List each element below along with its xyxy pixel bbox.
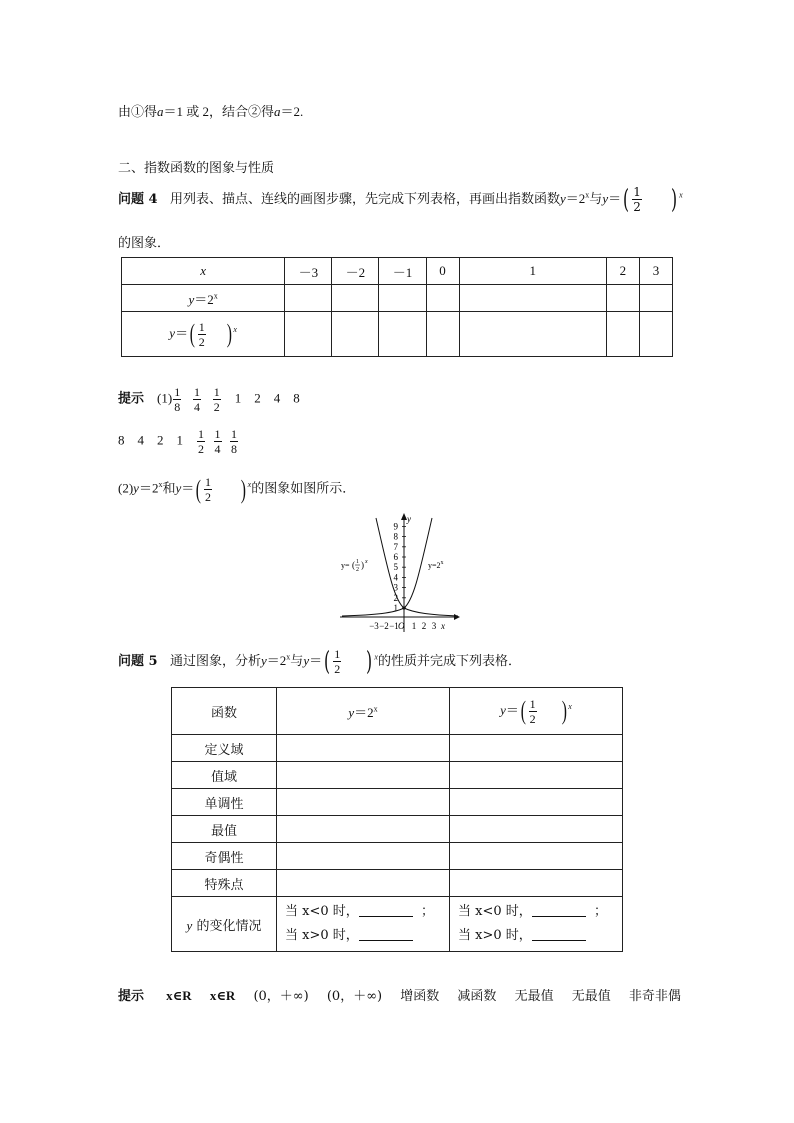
paren-left: (: [623, 184, 630, 215]
table-cell: [606, 285, 639, 312]
row-label-half-x: y＝( $\frac{1}{2}$ ) $^x$: [122, 312, 285, 357]
y-tick-label: 9: [393, 521, 398, 532]
table-cell: [459, 312, 606, 357]
table-cell: [332, 312, 379, 357]
properties-table: [171, 687, 623, 952]
table-cell: [277, 843, 450, 870]
table-row: [172, 789, 623, 816]
hint-label: 提示: [118, 989, 145, 1004]
table-cell: [450, 789, 623, 816]
table-cell: [285, 285, 332, 312]
table-cell: [450, 843, 623, 870]
x-value: －1: [379, 258, 426, 285]
table-row: [172, 897, 623, 952]
sup-x: x: [679, 190, 683, 200]
row-label: 单调性: [172, 789, 277, 816]
table-cell: [450, 735, 623, 762]
table-cell: [277, 816, 450, 843]
x-value: －2: [332, 258, 379, 285]
table-cell: [459, 285, 606, 312]
var-y: y: [602, 191, 609, 206]
table-cell: [450, 870, 623, 897]
x-tick-label: −1: [389, 621, 399, 631]
row-label-2x: $y=2^x$: [122, 285, 285, 312]
eq: ＝: [608, 191, 622, 206]
values-table: [121, 257, 673, 357]
x-tick-label: 2: [421, 621, 427, 631]
table-cell: [450, 816, 623, 843]
table-cell: [285, 312, 332, 357]
part-prefix: (1): [157, 390, 173, 406]
x-tick-label: 3: [431, 621, 437, 631]
change-cell-2x: 当 x<0 时， ； 当 x>0 时，: [277, 897, 450, 952]
text-pre: 由①得: [118, 105, 158, 120]
label-left-frac-d: 2: [356, 567, 359, 573]
hint-item: 无最值: [571, 989, 611, 1004]
hint-item: (0，＋∞): [326, 989, 383, 1004]
exponential-graph: [336, 510, 466, 635]
hint-item: 减函数: [457, 989, 497, 1004]
question-5: 问题 5 通过图象，分析$y=2^x$与y＝( $\frac{1}{2}$ ) $^x$的性质并完成下列表格．: [118, 646, 521, 677]
y-tick-label: 7: [393, 541, 398, 552]
y-tick-label: 6: [393, 552, 398, 562]
table-cell: [606, 312, 639, 357]
table-row: [172, 735, 623, 762]
svg-text:): ): [361, 560, 364, 570]
question-text: 通过图象，分析: [169, 654, 261, 669]
x-value: 3: [639, 258, 672, 285]
text-post: ＝2.: [280, 104, 304, 119]
origin-label: O: [398, 621, 405, 631]
var-a: a: [157, 104, 164, 119]
y-tick-label: 5: [393, 562, 398, 573]
table-cell: [277, 762, 450, 789]
label-left-sup: x: [365, 559, 368, 565]
header-func: 函数: [172, 688, 277, 735]
y-tick-label: 3: [393, 582, 398, 593]
table-row: [172, 688, 623, 735]
x-tick-label: −3: [369, 621, 379, 631]
y-axis-label: y: [407, 514, 411, 524]
answer-blank: [359, 928, 413, 941]
section-title: 二、指数函数的图象与性质: [118, 161, 275, 176]
row-label: 最值: [172, 816, 277, 843]
table-row: [122, 312, 673, 357]
hint-item: x∈R: [209, 988, 236, 1003]
x-value: 1: [459, 258, 606, 285]
question-4-cont: 的图象．: [118, 236, 171, 251]
table-row: [122, 285, 673, 312]
table-row: [172, 870, 623, 897]
row-label: 特殊点: [172, 870, 277, 897]
label-left-frac-n: 1: [356, 559, 359, 565]
label-left-curve: y=: [341, 561, 350, 570]
table-cell: [332, 285, 379, 312]
table-cell: [379, 312, 426, 357]
x-value: 0: [426, 258, 459, 285]
var-y: y: [560, 191, 566, 206]
y-tick-label: 4: [393, 572, 398, 583]
answer-blank: [532, 904, 586, 917]
x-axis-label: x: [441, 621, 445, 631]
label-right-curve: $y=2^x$: [428, 560, 444, 570]
question-text: 用列表、描点、连线的画图步骤，先完成下列表格，再画出指数函数: [169, 192, 560, 207]
hint-4-line1: 提示 (1) $\frac{1}{8}$ $\frac{1}{4}$ $\frac{1}{2}$ 1 2 4 8: [118, 385, 300, 414]
hint-item: (0，＋∞): [253, 989, 309, 1004]
var-a: a: [274, 104, 281, 119]
row-label: 值域: [172, 762, 277, 789]
hint-4-line3: $(2)y=2^x$和y＝( $\frac{1}{2}$ ) $^x$的图象如图所示．: [118, 474, 356, 504]
table-cell: [639, 312, 672, 357]
question-label: 问题 5: [118, 654, 158, 669]
hint-item: 非奇非偶: [628, 989, 681, 1004]
sup-x: x: [585, 190, 590, 200]
point-0-1: [402, 606, 405, 609]
table-cell: [379, 285, 426, 312]
question-4: [118, 186, 683, 213]
x-tick-label: −2: [379, 621, 389, 631]
row-label: 定义域: [172, 735, 277, 762]
table-cell: [426, 285, 459, 312]
table-cell: [277, 789, 450, 816]
curve-half-x: [376, 518, 458, 616]
table-cell: [277, 870, 450, 897]
hint-5: [118, 985, 681, 1004]
answer-blank: [532, 928, 586, 941]
header-x: x: [122, 258, 285, 285]
fraction-half: $\frac{1}{2}$: [633, 185, 641, 214]
hint-item: 增函数: [400, 989, 440, 1004]
paren-right: ): [670, 184, 678, 215]
text-mid: ＝1 或 2，结合②得: [163, 104, 275, 119]
row-label: 奇偶性: [172, 843, 277, 870]
y-tick-label: 2: [393, 592, 398, 603]
hint-4-line2: 8 4 2 1 $\frac{1}{2}$ $\frac{1}{4}$ $\frac{1}{8}$: [118, 427, 237, 456]
line-conclusion: [118, 101, 303, 120]
table-cell: [450, 762, 623, 789]
table-cell: [277, 735, 450, 762]
svg-text:(: (: [352, 560, 355, 570]
hint-label: 提示: [118, 391, 145, 407]
header-2x: $y=2^x$: [277, 688, 450, 735]
table-row: [172, 816, 623, 843]
table-row: [172, 762, 623, 789]
table-cell: [426, 312, 459, 357]
header-half-x: y＝( $\frac{1}{2}$ ) $^x$: [450, 688, 623, 735]
hint-item: x∈R: [166, 988, 192, 1003]
answer-blank: [359, 904, 413, 917]
x-value: －3: [285, 258, 332, 285]
row-label-change: y 的变化情况: [172, 897, 277, 952]
y-tick-label: 1: [393, 603, 398, 613]
x-axis-arrow: [454, 614, 460, 620]
and: 与: [589, 192, 603, 207]
table-row: [122, 258, 673, 285]
table-row: [172, 843, 623, 870]
hint-item: 无最值: [514, 989, 554, 1004]
x-tick-label: 1: [411, 621, 417, 631]
table-cell: [639, 285, 672, 312]
x-value: 2: [606, 258, 639, 285]
change-cell-half-x: 当 x<0 时， ； 当 x>0 时，: [450, 897, 623, 952]
question-label: 问题 4: [118, 192, 158, 207]
question-text-post: 的性质并完成下列表格．: [377, 654, 521, 669]
eq: ＝2: [565, 191, 586, 206]
y-tick-label: 8: [393, 531, 398, 542]
